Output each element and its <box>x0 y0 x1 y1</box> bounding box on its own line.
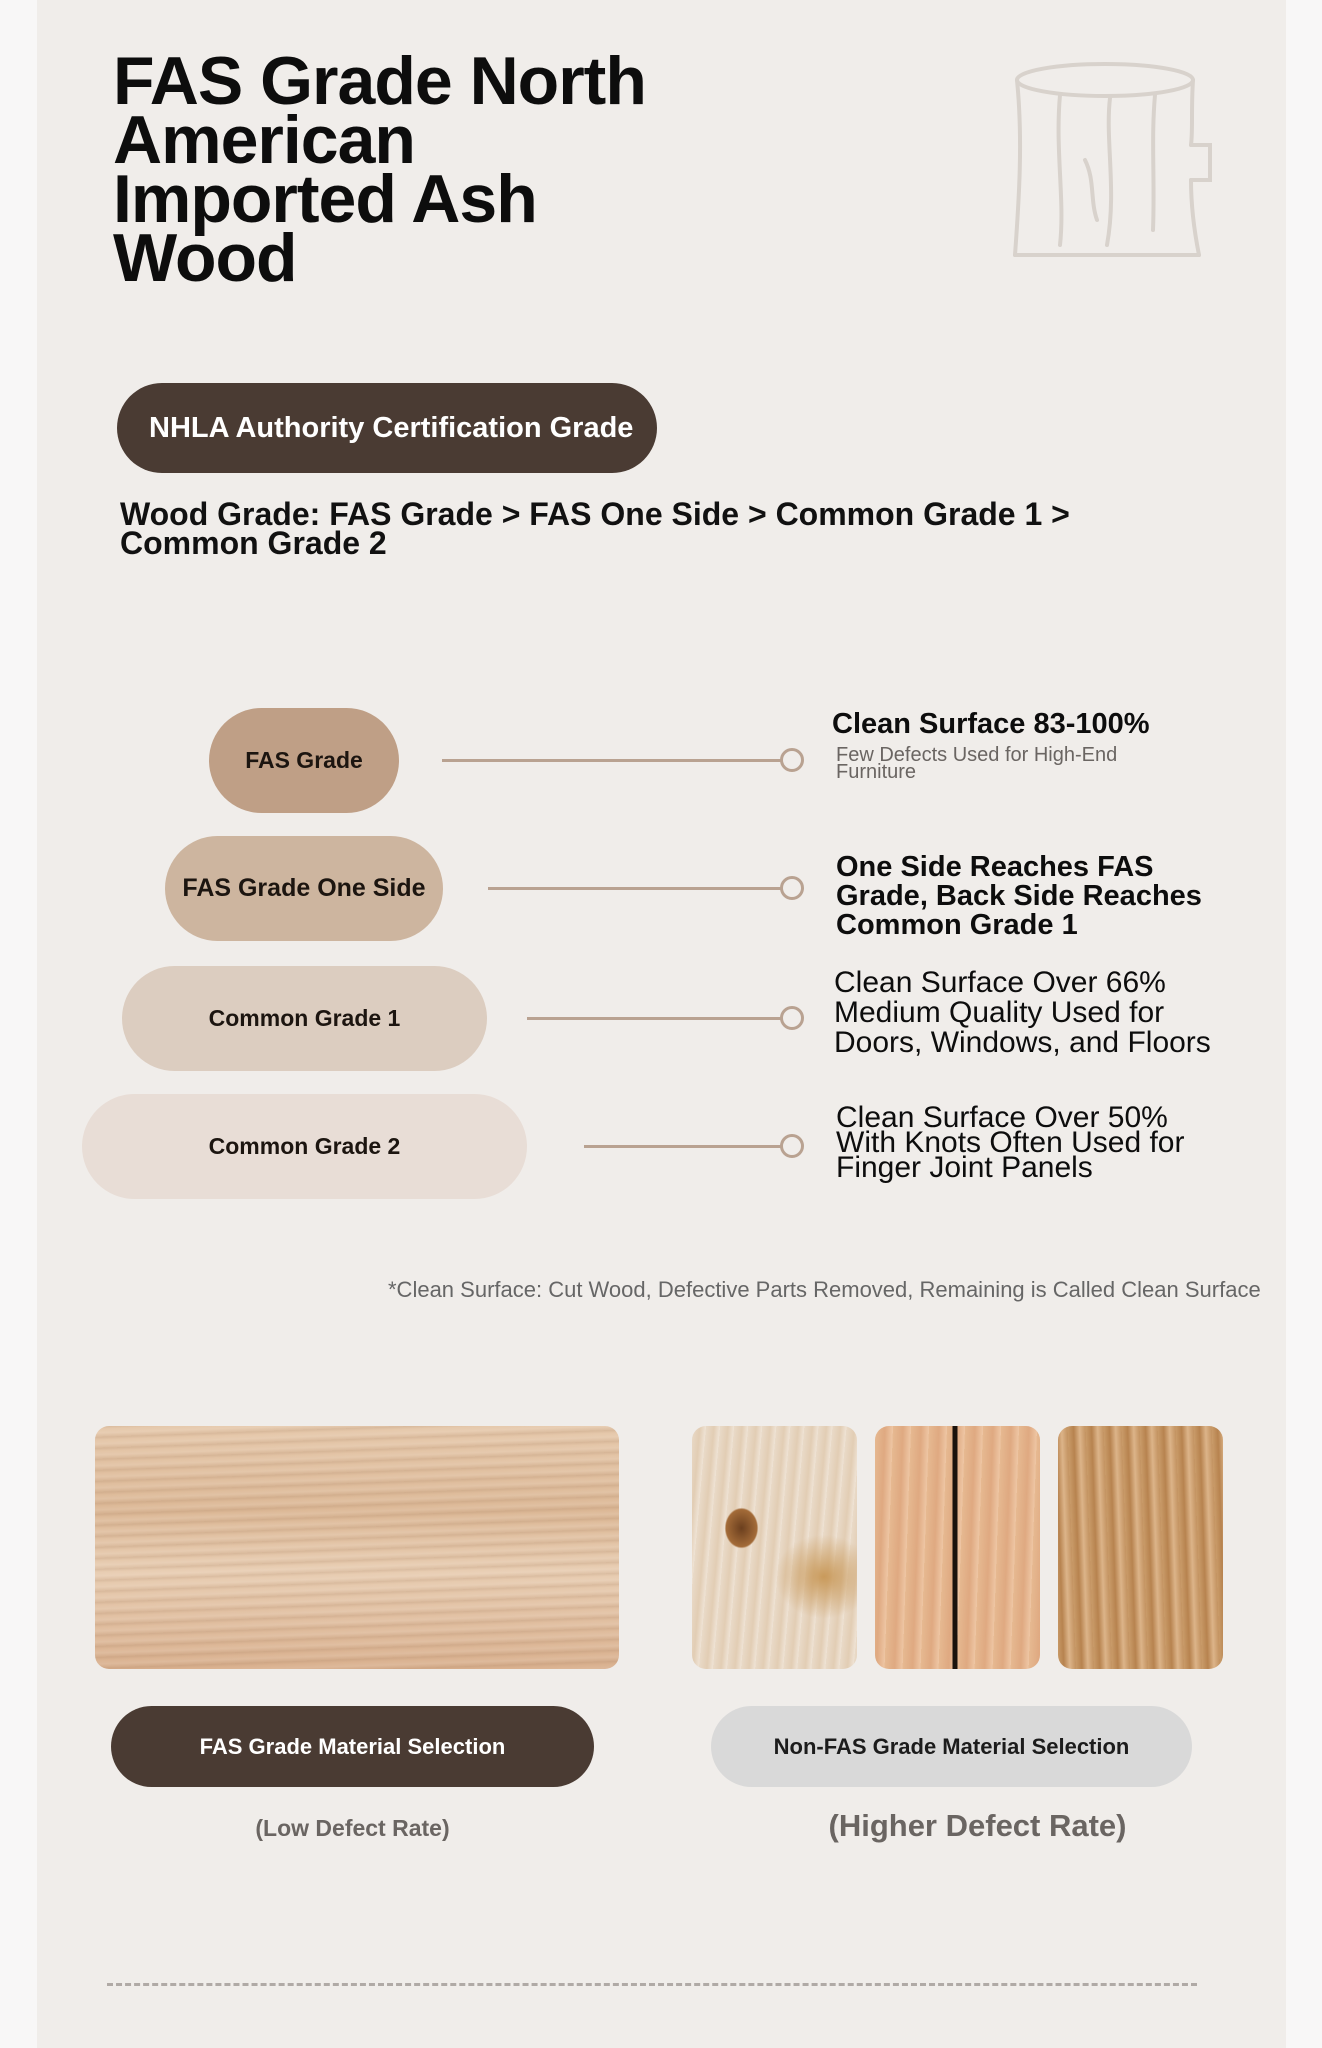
connector-line <box>584 1145 783 1148</box>
grade-description <box>832 708 1192 783</box>
grade-pill-fas-one-side: FAS Grade One Side <box>165 836 443 941</box>
non-fas-wood-sample-grain-image <box>1058 1426 1223 1669</box>
grade-description <box>836 853 1216 940</box>
higher-defect-caption: (Higher Defect Rate) <box>828 1808 1127 1843</box>
connector-line <box>442 759 783 762</box>
grade-description <box>834 968 1214 1058</box>
certification-badge: NHLA Authority Certification Grade <box>117 383 657 473</box>
connector-dot <box>780 1134 804 1158</box>
non-fas-wood-sample-split-image <box>875 1426 1040 1669</box>
fas-wood-sample-image <box>95 1426 619 1669</box>
connector-dot <box>780 748 804 772</box>
grade-pill-common-2: Common Grade 2 <box>82 1094 527 1199</box>
section-divider <box>107 1983 1197 1986</box>
description-heading: Clean Surface Over 66% Medium Quality Used for Doors, Windows, and Floors <box>834 966 1211 1059</box>
connector-dot <box>780 876 804 900</box>
description-detail: Few Defects Used for High-End Furniture <box>836 744 1118 783</box>
low-defect-caption: (Low Defect Rate) <box>255 1815 450 1841</box>
page-title: FAS Grade North American Imported Ash Wood <box>113 43 646 296</box>
description-heading: Clean Surface Over 50% With Knots Often Used for Finger Joint Panels <box>836 1101 1185 1184</box>
connector-line <box>527 1017 783 1020</box>
clean-surface-footnote: *Clean Surface: Cut Wood, Defective Parts Removed, Remaining is Called Clean Surface <box>388 1277 1261 1302</box>
non-fas-wood-sample-knot-image <box>692 1426 857 1669</box>
grade-description <box>836 1101 1216 1184</box>
grade-sequence: Wood Grade: FAS Grade > FAS One Side > Common Grade 1 > Common Grade 2 <box>120 496 1070 561</box>
connector-line <box>488 887 783 890</box>
fas-material-selection-button[interactable]: FAS Grade Material Selection <box>111 1706 594 1787</box>
tree-stump-icon <box>1005 50 1230 275</box>
non-fas-material-selection-button[interactable]: Non-FAS Grade Material Selection <box>711 1706 1192 1787</box>
description-heading: One Side Reaches FAS Grade, Back Side Reaches Common Grade 1 <box>836 851 1202 941</box>
grade-pill-fas: FAS Grade <box>209 708 399 813</box>
grade-pill-common-1: Common Grade 1 <box>122 966 487 1071</box>
connector-dot <box>780 1006 804 1030</box>
description-heading: Clean Surface 83-100% <box>832 708 1150 740</box>
